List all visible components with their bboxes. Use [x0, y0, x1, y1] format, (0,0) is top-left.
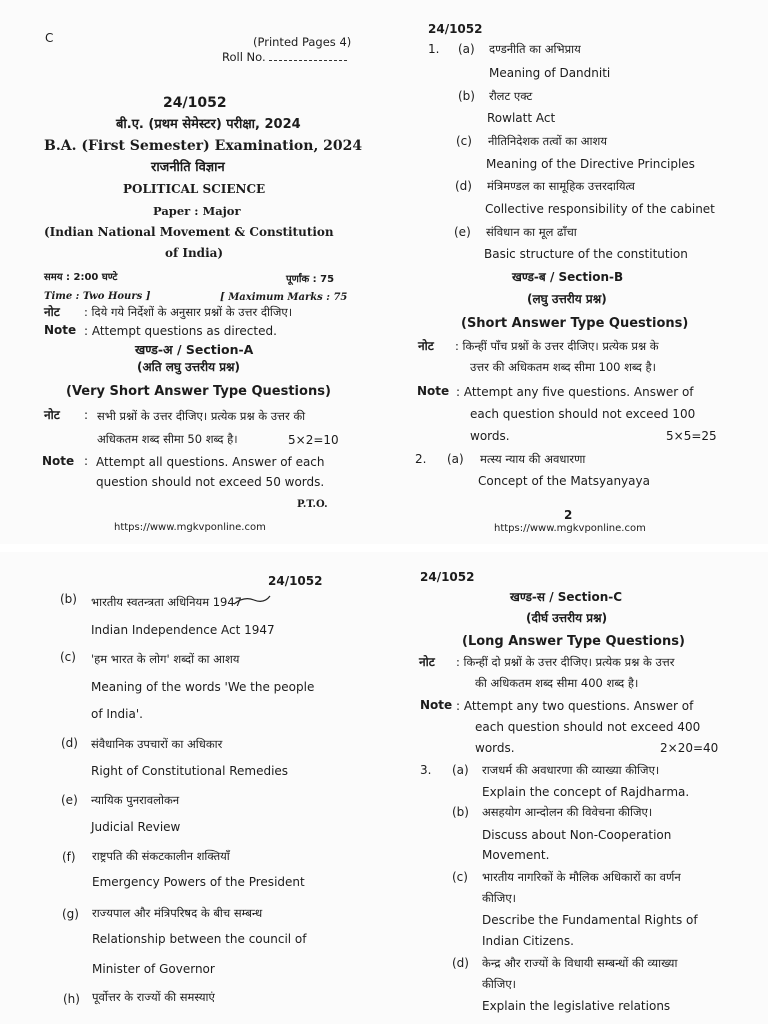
item-label: (b) [458, 89, 475, 103]
item-hindi: राज्यपाल और मंत्रिपरिषद के बीच सम्बन्ध [92, 906, 263, 920]
paper-code: 24/1052 [420, 570, 475, 584]
exam-title-english: B.A. (First Semester) Examination, 2024 [44, 138, 363, 154]
section-c-hindi: (दीर्घ उत्तरीय प्रश्न) [526, 611, 608, 625]
note2-english-line2: question should not exceed 50 words. [96, 475, 325, 489]
item-hindi: कीजिए। [482, 977, 517, 991]
section-b-english: (Short Answer Type Questions) [461, 316, 689, 331]
item-english: Emergency Powers of the President [92, 875, 305, 889]
item-english: Relationship between the council of [92, 932, 307, 946]
item-label: (g) [62, 907, 79, 921]
note-hindi-line2: उत्तर की अधिकतम शब्द सीमा 100 शब्द है। [470, 360, 656, 374]
note2-marks: 5×2=10 [288, 433, 339, 447]
marks-english: [ Maximum Marks : 75 [220, 292, 348, 303]
item-english: Basic structure of the constitution [484, 247, 688, 261]
item-label: (a) [447, 452, 464, 466]
note2-hindi-line1: सभी प्रश्नों के उत्तर दीजिए। प्रत्येक प्रश्न के उत्तर की [97, 409, 306, 423]
note2-english-label: Note [42, 454, 75, 468]
item-english: Discuss about Non-Cooperation [482, 828, 672, 842]
printed-pages: (Printed Pages 4) [253, 35, 352, 49]
note-hindi-line1: : किन्हीं दो प्रश्नों के उत्तर दीजिए। प्रत्येक प्रश्न के उत्तर [456, 655, 675, 669]
roll-no: Roll No. [222, 50, 347, 65]
subject-hindi: राजनीति विज्ञान [151, 160, 225, 175]
item-english: Meaning of the Directive Principles [486, 157, 695, 171]
item-english: Indian Independence Act 1947 [91, 623, 275, 637]
section-c-english: (Long Answer Type Questions) [462, 634, 685, 649]
note-hindi-line2: की अधिकतम शब्द सीमा 400 शब्द है। [475, 676, 639, 690]
item-hindi: भारतीय स्वतन्त्रता अधिनियम 1947 [91, 595, 242, 609]
paper-title-line1: (Indian National Movement & Constitution [44, 225, 334, 239]
note-hindi-label: नोट [44, 305, 60, 319]
item-hindi: संवैधानिक उपचारों का अधिकार [91, 737, 223, 751]
marks-hindi: पूर्णांक : 75 [286, 274, 335, 285]
note-english-line3: words. [475, 741, 515, 755]
item-hindi: 'हम भारत के लोग' शब्दों का आशय [91, 652, 240, 666]
paper-code: 24/1052 [163, 95, 227, 111]
item-english: Rowlatt Act [487, 111, 556, 125]
note2-colon: : [84, 408, 89, 422]
exam-page-3 [0, 552, 384, 1024]
item-hindi: न्यायिक पुनरावलोकन [91, 793, 180, 807]
question-number: 1. [428, 42, 440, 56]
subject-english: POLITICAL SCIENCE [123, 182, 266, 196]
item-label: (h) [63, 992, 80, 1006]
section-c-heading: खण्ड-स / Section-C [510, 590, 623, 604]
note2-colon-en: : [84, 454, 89, 468]
corner-mark: C [45, 31, 54, 45]
section-c-marks: 2×20=40 [660, 741, 719, 755]
note-english-label: Note [417, 384, 450, 398]
item-hindi: नीतिनिदेशक तत्वों का आशय [488, 134, 608, 148]
item-hindi: राजधर्म की अवधारणा की व्याख्या कीजिए। [482, 763, 660, 777]
item-hindi: राष्ट्रपति की संकटकालीन शक्तियाँ [92, 849, 230, 863]
item-label: (d) [455, 179, 472, 193]
item-hindi: मंत्रिमण्डल का सामूहिक उत्तरदायित्व [487, 179, 635, 193]
time-hindi: समय : 2:00 घण्टे [44, 272, 118, 283]
item-english: Right of Constitutional Remedies [91, 764, 289, 778]
item-hindi: मत्स्य न्याय की अवधारणा [480, 452, 586, 466]
note-english-line3: words. [470, 429, 510, 443]
page-gap [0, 544, 768, 552]
item-hindi: रौलट एक्ट [489, 89, 533, 103]
item-english: Explain the legislative relations [482, 999, 671, 1013]
item-hindi: असहयोग आन्दोलन की विवेचना कीजिए। [482, 805, 653, 819]
section-b-hindi: (लघु उत्तरीय प्रश्न) [527, 292, 607, 306]
item-label: (c) [452, 870, 468, 884]
exam-page-4 [384, 552, 768, 1024]
pto: P.T.O. [297, 499, 328, 510]
note-english-text: : Attempt questions as directed. [84, 324, 277, 338]
paper-type: Paper : Major [153, 204, 241, 218]
source-url: https://www.mgkvponline.com [494, 523, 646, 534]
item-label: (b) [452, 805, 469, 819]
note-english-line1: : Attempt any two questions. Answer of [456, 699, 694, 713]
item-label: (b) [60, 592, 77, 606]
note-english-label: Note [420, 698, 453, 712]
paper-code: 24/1052 [428, 22, 483, 36]
item-english: Movement. [482, 848, 550, 862]
section-a-english: (Very Short Answer Type Questions) [66, 384, 331, 399]
item-hindi: भारतीय नागरिकों के मौलिक अधिकारों का वर्णन [482, 870, 681, 884]
note2-hindi-label: नोट [44, 408, 60, 422]
note-hindi-label: नोट [419, 655, 435, 669]
section-a-heading: खण्ड-अ / Section-A [135, 342, 254, 357]
section-b-heading: खण्ड-ब / Section-B [512, 270, 624, 284]
note-hindi-label: नोट [418, 339, 434, 353]
item-english: Collective responsibility of the cabinet [485, 202, 715, 216]
question-number: 3. [420, 763, 432, 777]
item-english: Minister of Governor [92, 962, 215, 976]
note-hindi-line1: : किन्हीं पाँच प्रश्नों के उत्तर दीजिए। प्रत्येक प्रश्न के [455, 339, 659, 353]
exam-page-2 [384, 0, 768, 544]
page-number: 2 [564, 508, 573, 522]
note2-english-line1: Attempt all questions. Answer of each [96, 455, 325, 469]
note-english-line2: each question should not exceed 400 [475, 720, 701, 734]
item-hindi: केन्द्र और राज्यों के विधायी सम्बन्धों की व्याख्या [482, 956, 678, 970]
item-label: (e) [454, 225, 471, 239]
item-label: (d) [452, 956, 469, 970]
item-label: (c) [60, 650, 76, 664]
item-label: (f) [62, 850, 76, 864]
time-english: Time : Two Hours ] [44, 291, 151, 302]
item-english: Concept of the Matsyanyaya [478, 474, 650, 488]
item-english: of India'. [91, 707, 143, 721]
exam-title-hindi: बी.ए. (प्रथम सेमेस्टर) परीक्षा, 2024 [116, 117, 301, 132]
note-english-line2: each question should not exceed 100 [470, 407, 696, 421]
paper-title-line2: of India) [165, 246, 224, 260]
item-label: (d) [61, 736, 78, 750]
item-english: Judicial Review [91, 820, 181, 834]
note-english-line1: : Attempt any five questions. Answer of [456, 385, 694, 399]
item-hindi: कीजिए। [482, 891, 517, 905]
item-english: Explain the concept of Rajdharma. [482, 785, 690, 799]
section-a-hindi: (अति लघु उत्तरीय प्रश्न) [137, 360, 241, 374]
item-label: (e) [61, 793, 78, 807]
note-hindi-text: : दिये गये निर्देशों के अनुसार प्रश्नों के उत्तर दीजिए। [84, 305, 293, 319]
item-english: Meaning of Dandniti [489, 66, 611, 80]
note-english-label: Note [44, 323, 77, 337]
item-hindi: संविधान का मूल ढाँचा [486, 225, 577, 239]
item-label: (c) [456, 134, 472, 148]
section-b-marks: 5×5=25 [666, 429, 717, 443]
item-english: Describe the Fundamental Rights of [482, 913, 698, 927]
source-url: https://www.mgkvponline.com [114, 522, 266, 533]
item-hindi: पूर्वोत्तर के राज्यों की समस्याएं [92, 990, 215, 1004]
item-label: (a) [458, 42, 475, 56]
item-label: (a) [452, 763, 469, 777]
item-hindi: दण्डनीति का अभिप्राय [489, 42, 581, 56]
item-english: Indian Citizens. [482, 934, 574, 948]
exam-page-1 [0, 0, 384, 544]
question-number: 2. [415, 452, 427, 466]
item-english: Meaning of the words 'We the people [91, 680, 315, 694]
paper-code: 24/1052 [268, 574, 323, 588]
note2-hindi-line2: अधिकतम शब्द सीमा 50 शब्द है। [97, 432, 238, 446]
